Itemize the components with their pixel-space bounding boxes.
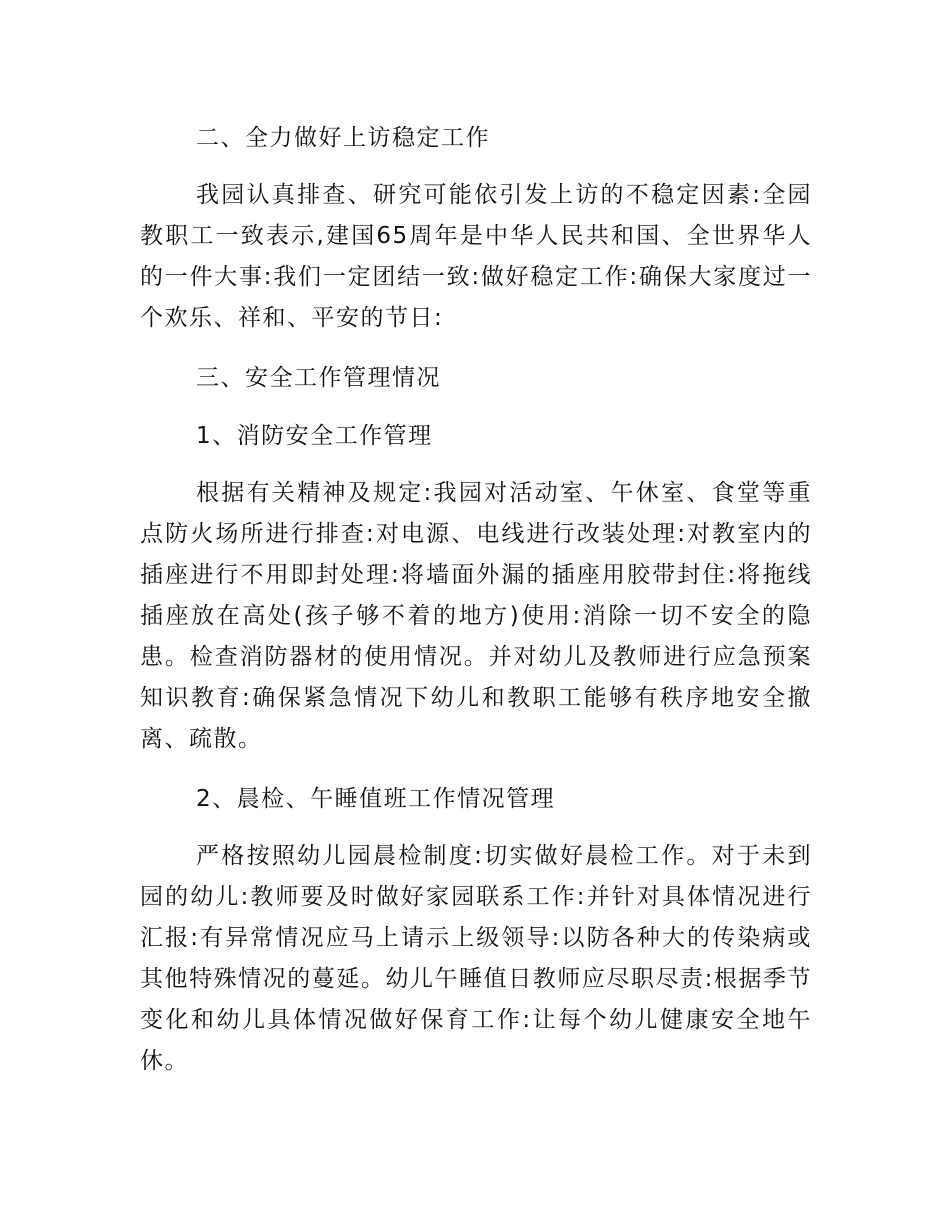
subsection-2-heading: 2、晨检、午睡值班工作情况管理 [196, 786, 556, 812]
subsection-1-paragraph: 根据有关精神及规定:我园对活动室、午休室、食堂等重点防火场所进行排查:对电源、电线进行改装处理:对教室内的插座进行不用即封处理:将墙面外漏的插座用胶带封住:将拖线插座放在高处(孩子够不着的地方)使用:消除一切不安全的隐患。检查消防器材的使用情况。并对幼儿及教师进行应急预案知识教育:确保紧急情况下幼儿和教职工能够有秩序地安全撤离、疏散。 [140, 480, 812, 752]
subsection-1-heading: 1、消防安全工作管理 [196, 423, 433, 449]
subsection-2-paragraph: 严格按照幼儿园晨检制度:切实做好晨检工作。对于未到园的幼儿:教师要及时做好家园联系工作:并针对具体情况进行汇报:有异常情况应马上请示上级领导:以防各种大的传染病或其他特殊情况的蔓延。幼儿午睡值日教师应尽职尽责:根据季节变化和幼儿具体情况做好保育工作:让每个幼儿健康安全地午休。 [140, 843, 812, 1074]
section-3-heading: 三、安全工作管理情况 [196, 365, 441, 391]
section-2-paragraph: 我园认真排查、研究可能依引发上访的不稳定因素:全园教职工一致表示,建国65周年是中华人民共和国、全世界华人的一件大事:我们一定团结一致:做好稳定工作:确保大家度过一个欢乐、祥和、平安的节日: [140, 182, 812, 331]
document-page [140, 117, 812, 1082]
section-2-heading: 二、全力做好上访稳定工作 [196, 125, 490, 151]
